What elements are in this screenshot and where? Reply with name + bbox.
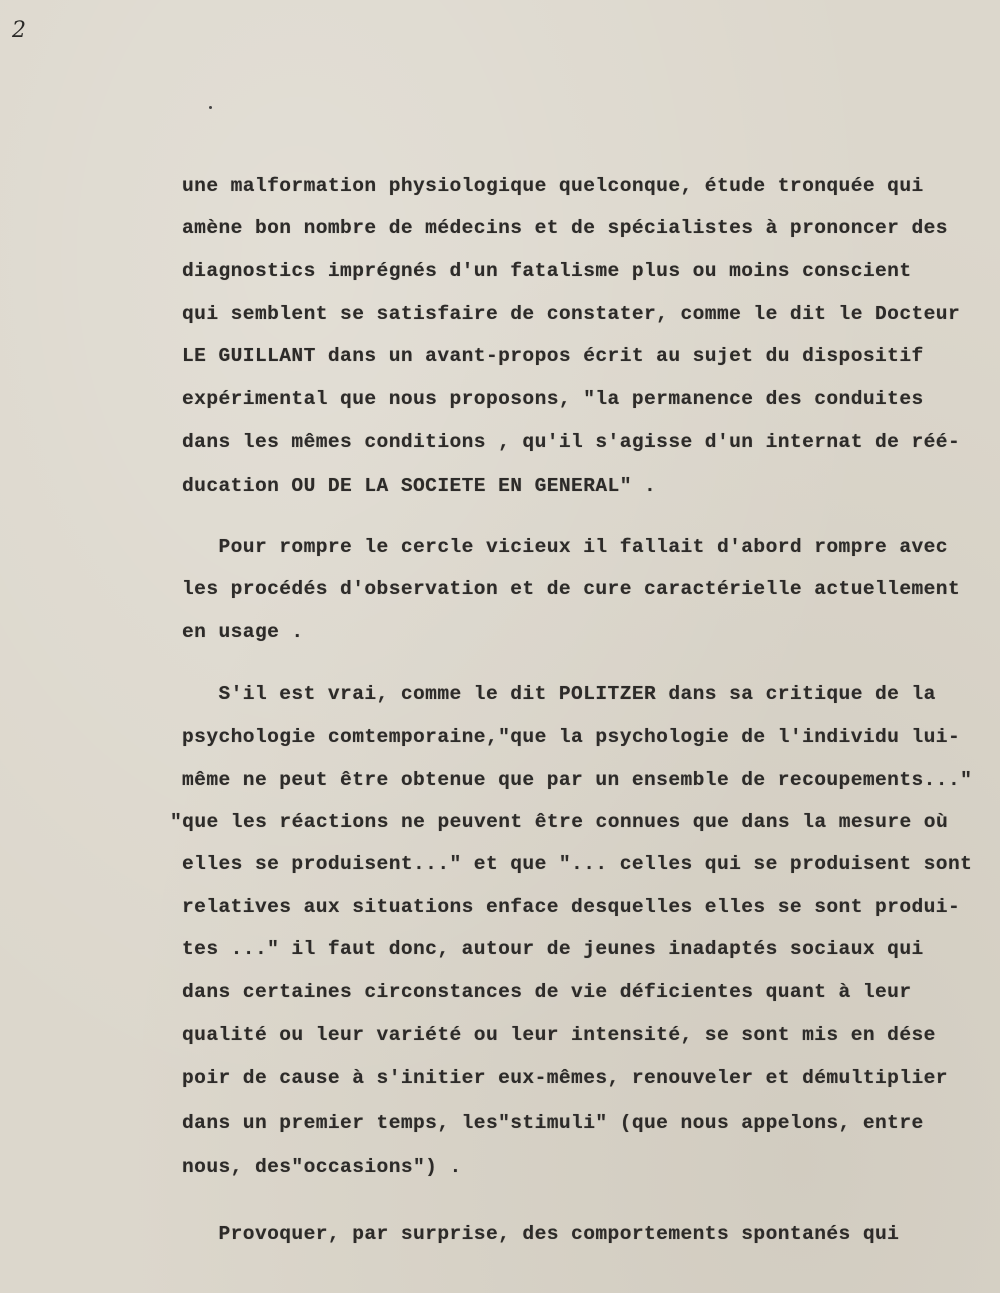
- text-line: nous, des"occasions") .: [182, 1156, 462, 1178]
- text-line: diagnostics imprégnés d'un fatalisme plus ou moins conscient: [182, 260, 912, 282]
- text-line: Pour rompre le cercle vicieux il fallait d'abord rompre avec: [182, 536, 948, 558]
- text-line: dans certaines circonstances de vie déficientes quant à leur: [182, 981, 912, 1003]
- page-number: 2: [12, 18, 26, 43]
- text-line: amène bon nombre de médecins et de spécialistes à prononcer des: [182, 217, 948, 239]
- text-line: dans un premier temps, les"stimuli" (que nous appelons, entre: [182, 1112, 924, 1134]
- text-line: LE GUILLANT dans un avant-propos écrit au sujet du dispositif: [182, 345, 924, 367]
- text-line: qualité ou leur variété ou leur intensité, se sont mis en dése: [182, 1024, 936, 1046]
- text-line: poir de cause à s'initier eux-mêmes, renouveler et démultiplier: [182, 1067, 948, 1089]
- text-line: en usage .: [182, 621, 304, 643]
- text-line: qui semblent se satisfaire de constater, comme le dit le Docteur: [182, 303, 961, 325]
- ink-speck: [209, 106, 212, 109]
- text-line: "que les réactions ne peuvent être connues que dans la mesure où: [170, 811, 949, 833]
- text-line: psychologie comtemporaine,"que la psychologie de l'individu lui-: [182, 726, 961, 748]
- text-line: dans les mêmes conditions , qu'il s'agisse d'un internat de réé-: [182, 431, 961, 453]
- text-line: S'il est vrai, comme le dit POLITZER dans sa critique de la: [182, 683, 936, 705]
- text-line: même ne peut être obtenue que par un ensemble de recoupements...": [182, 769, 973, 791]
- text-line: Provoquer, par surprise, des comportements spontanés qui: [182, 1223, 900, 1245]
- text-line: ducation OU DE LA SOCIETE EN GENERAL" .: [182, 475, 657, 497]
- text-line: une malformation physiologique quelconque, étude tronquée qui: [182, 175, 924, 197]
- text-line: les procédés d'observation et de cure caractérielle actuellement: [182, 578, 961, 600]
- text-line: expérimental que nous proposons, "la permanence des conduites: [182, 388, 924, 410]
- text-line: relatives aux situations enface desquelles elles se sont produi-: [182, 896, 961, 918]
- text-line: tes ..." il faut donc, autour de jeunes inadaptés sociaux qui: [182, 938, 924, 960]
- text-line: elles se produisent..." et que "... celles qui se produisent sont: [182, 853, 973, 875]
